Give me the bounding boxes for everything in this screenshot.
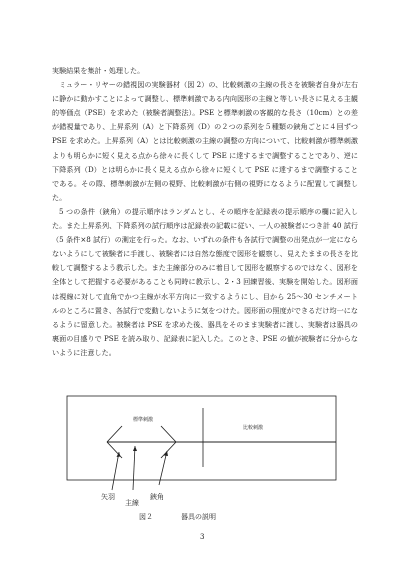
angle-label: 鋏角 xyxy=(150,493,164,501)
arrowhead-label: 矢羽 xyxy=(101,493,115,501)
page-number: 3 xyxy=(200,533,205,541)
paragraph-2: ミュラー・リヤーの錯視図の実験器材（図 2）の、比較刺激の主線の長さを被験者自身が左右に静かに動かすことによって調整し、標準刺激である内向図形の主線と等しい長さに見える主観的等価点（PSE）を求めた（被験者調整法）。PSE と標準刺激の客観的な長さ（10cm）との差が錯視量であり、上昇系列（A）と下降系列（D）の２つの系列を５種類の鋏角ごとに４回ずつ PSE を求めた。上昇系列（A）とは比較刺激の主線の調整の方向について、比較刺激が標準刺激よりも明らかに短く見える点から徐々に長くして PSE に達するまで調整することであり、逆に下降系列（D）とは明らかに長く見える点から徐々に短くして PSE に達するまで調整することである。その際、標準刺激が左側の視野、比較刺激が右側の視野になるように配置して調整した。 xyxy=(52,80,358,202)
comparison-label: 比較刺激 xyxy=(243,425,264,431)
mainline-pointer xyxy=(133,446,135,490)
arrowhead-pointer xyxy=(112,452,119,490)
mainline-label: 主線 xyxy=(125,499,139,507)
figure-caption: 器具の説明 xyxy=(181,513,216,521)
apparatus-frame xyxy=(67,396,336,480)
left-fin-upper xyxy=(107,426,122,442)
standard-label: 標準刺激 xyxy=(133,417,154,423)
paragraph-1: 実験結果を集計・処理した。 xyxy=(52,66,145,75)
right-fin-lower xyxy=(161,442,176,458)
paragraph-3: 5 つの条件（鋏角）の提示順序はランダムとし、その順序を記録表の提示順序の欄に記入した。また上昇系列、下降系列の試行順序は記録表の記載に従い、一人の被験者につき計 40 試行（5 条件×8 試行）の測定を行った。なお、いずれの条件も各試行で調整の出発点が一定にならないようにして被験者に手渡し、被験者には自然な態度で図形を観察し、見えたままの長さを比較して調整するよう教示した。また主線部分のみに着目して図形を観察するのではなく、図形を全体として把握する必要があることも同時に教示し、2・3 回練習後、実験を開始した。図形面は視線に対して直角でかつ主線が水平方向に一致するようにし、目から 25〜30 センチメートルのところに置き、各試行で変動しないように気をつけた。図形面の照度ができるだけ均一になるように留意した。被験者は PSE を求めた後、器具をそのまま実験者に渡し、実験者は器具の裏面の目盛りで PSE を読み取り、記録表に記入した。このとき、PSE の値が被験者に分からないように注意した。 xyxy=(52,206,358,357)
figure-number: 図２ xyxy=(139,513,153,521)
right-fin-upper xyxy=(161,426,176,442)
